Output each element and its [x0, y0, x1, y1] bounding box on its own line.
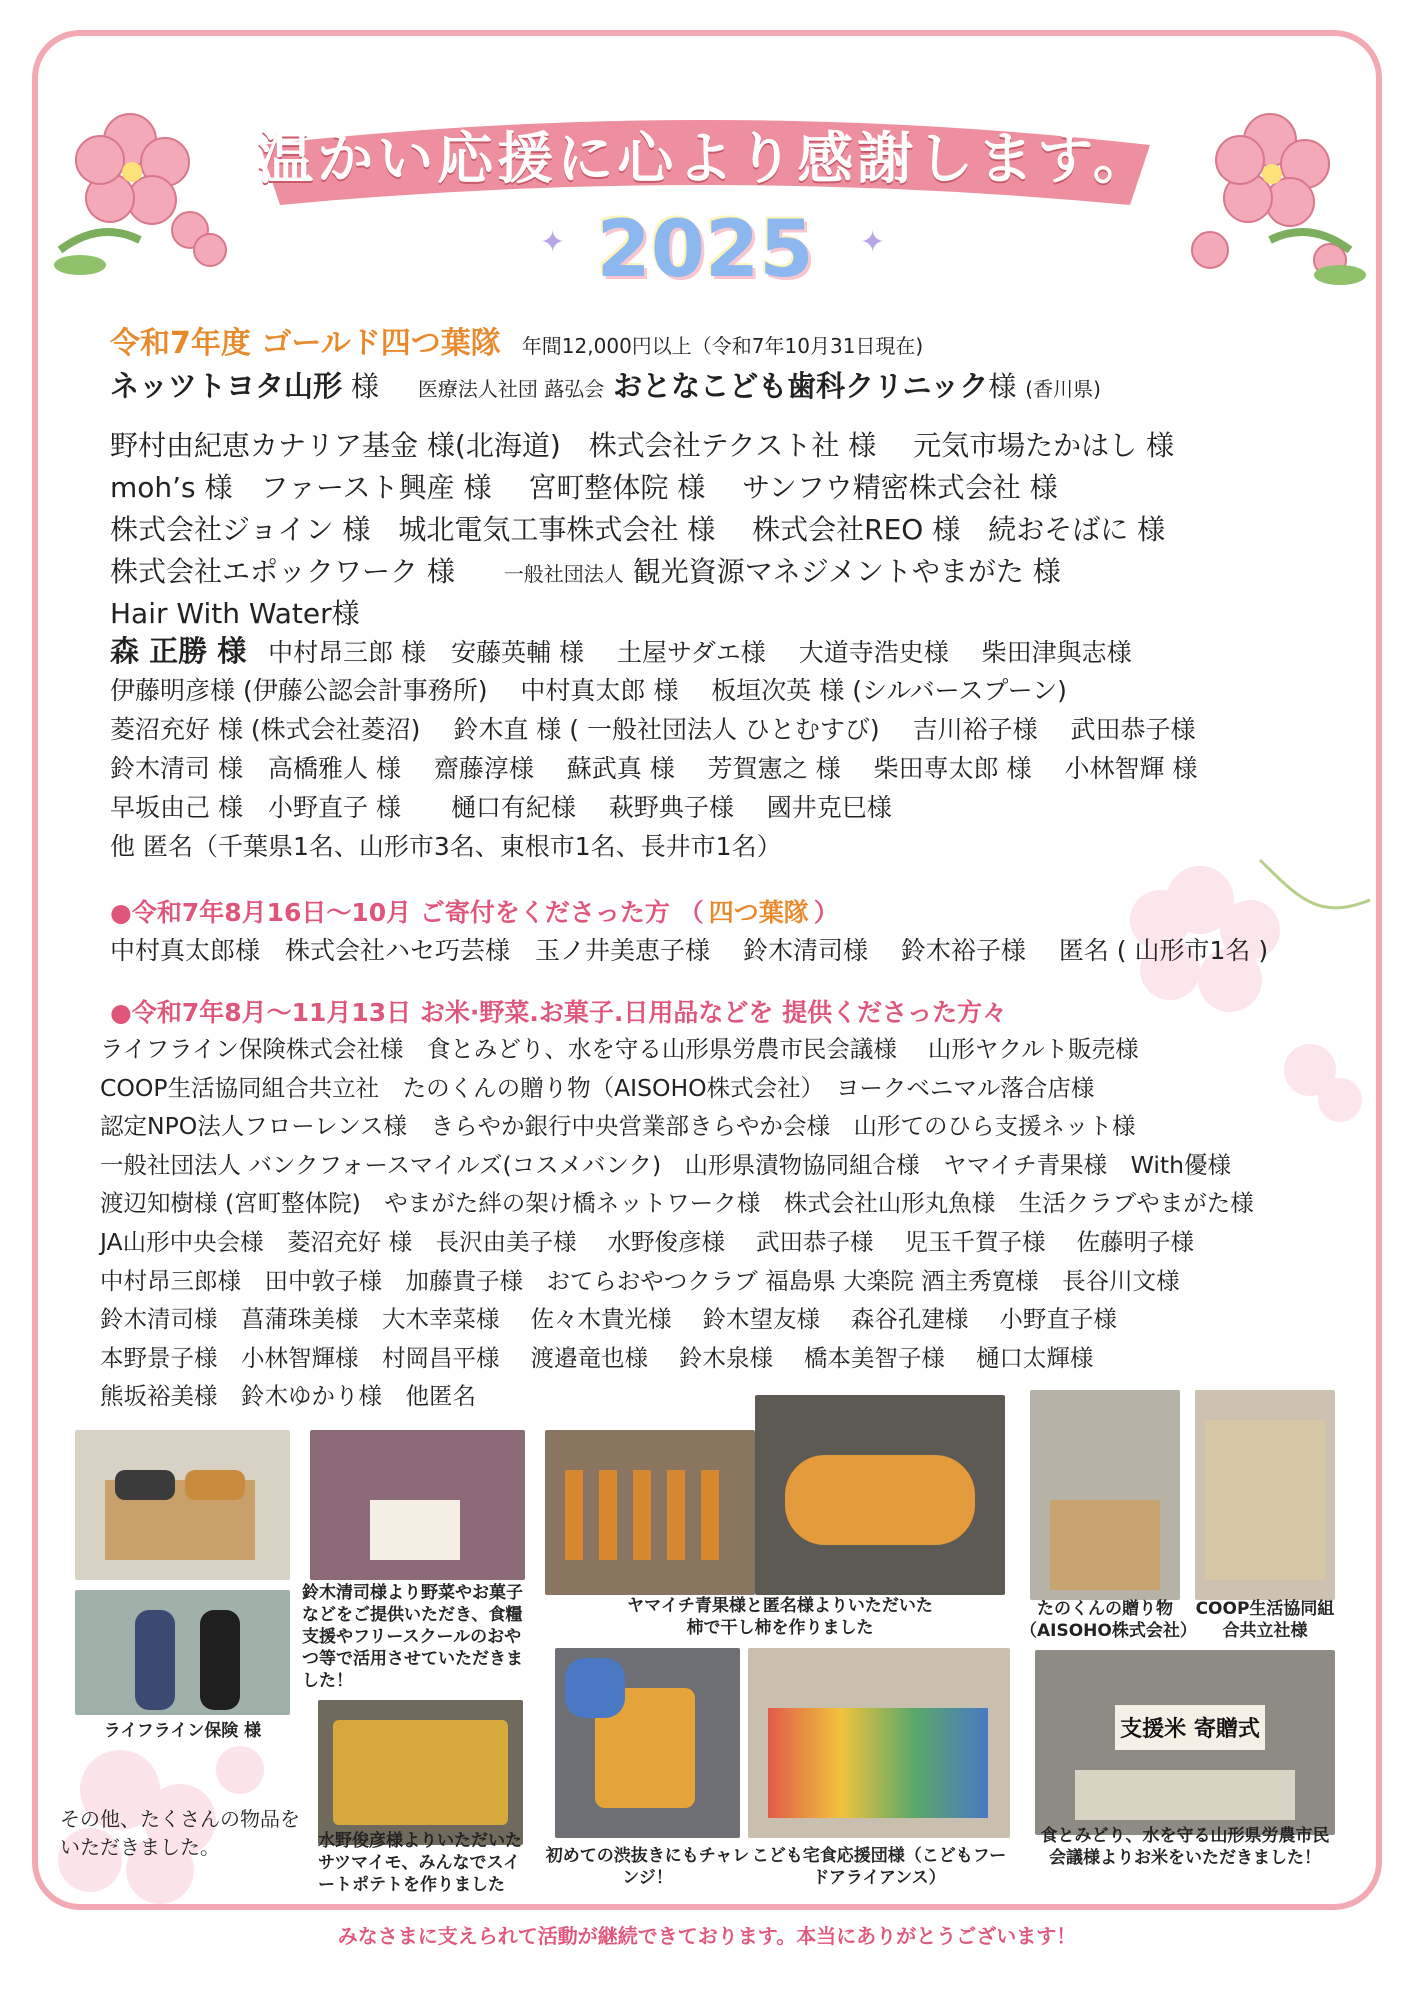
donor-suffix: 様 — [350, 370, 379, 403]
donor-name: おとなこども歯科クリニック — [613, 369, 989, 403]
goods-line: 中村昂三郎様 田中敦子様 加藤貴子様 おてらおやつクラブ 福島県 大楽院 酒主秀寛様 長谷川文様 — [100, 1266, 1180, 1295]
goods-line: 一般社団法人 バンクフォースマイルズ(コスメバンク) 山形県漬物協同組合様 ヤマイチ青果様 With優様 — [100, 1150, 1232, 1179]
gold-heading: 令和7年度 ゴールド四つ葉隊 — [110, 326, 501, 361]
goods-line: 鈴木清司様 菖蒲珠美様 大木幸菜様 佐々木貴光様 鈴木望友様 森谷孔建様 小野直子様 — [100, 1305, 1117, 1334]
heading-text: ●令和7年8月16日〜10月 ご寄付をくださった方 （ — [110, 898, 704, 927]
individuals-line: 伊藤明彦様 (伊藤公認会計事務所) 中村真太郎 様 板垣次英 様 (シルバースプーン) — [110, 676, 1067, 705]
individuals-line-1 — [110, 632, 1350, 673]
caption-tanokun: たのくんの贈り物（AISOHO株式会社） — [1020, 1599, 1197, 1641]
ceremony-sign: 支援米 寄贈式 — [1115, 1705, 1265, 1750]
caption-lifeline: ライフライン保険 様 — [103, 1721, 262, 1741]
gold-row-1 — [110, 365, 1350, 410]
gold-line: moh’s 様 ファースト興産 様 宮町整体院 様 サンフウ精密株式会社 様 — [110, 471, 1058, 504]
goods-line: 本野景子様 小林智輝様 村岡昌平様 渡邉竜也様 鈴木泉様 橋本美智子様 樋口太輝様 — [100, 1343, 1094, 1372]
donor-list: 中村昂三郎 様 安藤英輔 様 土屋サダエ様 大道寺浩史様 柴田津與志様 — [268, 638, 1132, 667]
goods-line: ライフライン保険株式会社様 食とみどり、水を守る山形県労農市民会議様 山形ヤクルト販売様 — [100, 1035, 1139, 1063]
caption-mizuno: 水野俊彦様よりいただいたサツマイモ、みんなでスイートポテトを作りました — [318, 1831, 522, 1895]
goods-heading: ●令和7年8月〜11月13日 お米·野菜.お菓子.日用品などを 提供くださった方々 — [110, 998, 1008, 1027]
heading-text: ） — [813, 898, 839, 927]
gold-note: 年間12,000円以上（令和7年10月31日現在) — [521, 334, 924, 358]
donor-name: 株式会社エポックワーク 様 — [110, 555, 455, 588]
gold-line-4 — [110, 551, 1350, 595]
goods-line: 渡辺知樹様 (宮町整体院) やまがた絆の架け橋ネットワーク様 株式会社山形丸魚様 生活クラブやまがた様 — [100, 1189, 1254, 1218]
donor-prefix: 医療法人社団 蕗弘会 — [417, 377, 605, 401]
page-title: 温かい応援に心より感謝します。 — [257, 127, 1153, 192]
individuals-line: 鈴木清司 様 高橋雅人 様 齋藤淳様 蘇武真 様 芳賀憲之 様 柴田専太郎 様 小林智輝 様 — [110, 754, 1198, 783]
donor-name: 森 正勝 様 — [110, 634, 247, 668]
goods-line: COOP生活協同組合共立社 たのくんの贈り物（AISOHO株式会社） ヨークベニマル落合店様 — [100, 1073, 1095, 1102]
aug-donations-heading — [110, 893, 1350, 929]
footer-message: みなさまに支えられて活動が継続できております。本当にありがとうございます！ — [337, 1924, 1077, 1948]
caption-shokuto: 食とみどり、水を守る山形県労農市民会議様よりお米をいただきました！ — [1040, 1826, 1330, 1868]
caption-coop: COOP生活協同組合共立社様 — [1195, 1599, 1335, 1641]
cherry-blossom-right-icon — [1150, 80, 1370, 290]
gold-section — [110, 318, 1350, 362]
photo-vegetable-boxes — [75, 1430, 290, 1580]
gold-line: Hair With Water様 — [110, 597, 360, 630]
photo-lifeline-handover — [75, 1590, 290, 1715]
individuals-line: 早坂由己 様 小野直子 様 樋口有紀様 萩野典子様 國井克巳様 — [110, 793, 892, 822]
gold-line: 株式会社ジョイン 様 城北電気工事株式会社 様 株式会社REO 様 続おそばに 様 — [110, 513, 1166, 546]
photo-coop — [1195, 1390, 1335, 1600]
individuals-line: 他 匿名（千葉県1名、山形市3名、東根市1名、長井市1名） — [110, 832, 782, 861]
caption-yamaichi: ヤマイチ青果様と匿名様よりいただいた柿で干し柿を作りました — [627, 1596, 933, 1638]
donor-name: ネッツトヨタ山形 — [110, 369, 343, 403]
goods-line: 熊坂裕美様 鈴木ゆかり様 他匿名 — [100, 1382, 476, 1411]
donor-name: 観光資源マネジメントやまがた 様 — [632, 555, 1061, 588]
caption-suzuki: 鈴木清司様より野菜やお菓子などをご提供いただき、食糧支援やフリースクールのおやつ等で活用させていただきました！ — [302, 1583, 523, 1691]
individuals-line: 菱沼充好 様 (株式会社菱沼) 鈴木直 様 ( 一般社団法人 ひとむすび) 吉川裕子様 武田恭子様 — [110, 715, 1196, 744]
goods-line: 認定NPO法人フローレンス様 きらやか銀行中央営業部きらやか会様 山形てのひら支援ネット様 — [100, 1112, 1136, 1141]
caption-kodomo: こども宅食応援団様（こどもフードアライアンス） — [751, 1846, 1007, 1888]
goods-list — [100, 1030, 1340, 1416]
aug-donations-line: 中村真太郎様 株式会社ハセ巧芸様 玉ノ井美恵子様 鈴木清司様 鈴木裕子様 匿名 ( 山形市1名 ) — [110, 936, 1269, 965]
caption-shibunuki: 初めての渋抜きにもチャレンジ！ — [545, 1846, 750, 1888]
photo-sweet-potato-tray — [318, 1700, 523, 1845]
sparkle-icon: ✦ — [860, 225, 886, 260]
photo-tanokun — [1030, 1390, 1180, 1600]
goods-line: JA山形中央会様 菱沼充好 様 長沢由美子様 水野俊彦様 武田恭子様 児玉千賀子様 佐藤明子様 — [100, 1227, 1194, 1256]
cherry-blossom-left-icon — [40, 80, 250, 280]
year-badge: 2025 — [596, 205, 814, 295]
photo-kodomo-food — [748, 1648, 1010, 1838]
photo-hoshigaki — [545, 1430, 755, 1595]
donor-place: (香川県) — [1025, 377, 1101, 401]
gold-line: 野村由紀恵カナリア基金 様(北海道) 株式会社テクスト社 様 元気市場たかはし 様 — [110, 429, 1175, 462]
photo-sweet-potatoes — [310, 1430, 525, 1580]
caption-others: その他、たくさんの物品をいただきました。 — [60, 1807, 300, 1859]
heading-highlight: 四つ葉隊 — [708, 898, 809, 927]
donor-suffix: 様 — [988, 370, 1017, 403]
photo-rice-ceremony — [1035, 1650, 1335, 1835]
sparkle-icon: ✦ — [540, 225, 566, 260]
donor-prefix: 一般社団法人 — [503, 562, 624, 586]
photo-cooking — [755, 1395, 1005, 1595]
photo-shibunuki — [555, 1648, 740, 1838]
